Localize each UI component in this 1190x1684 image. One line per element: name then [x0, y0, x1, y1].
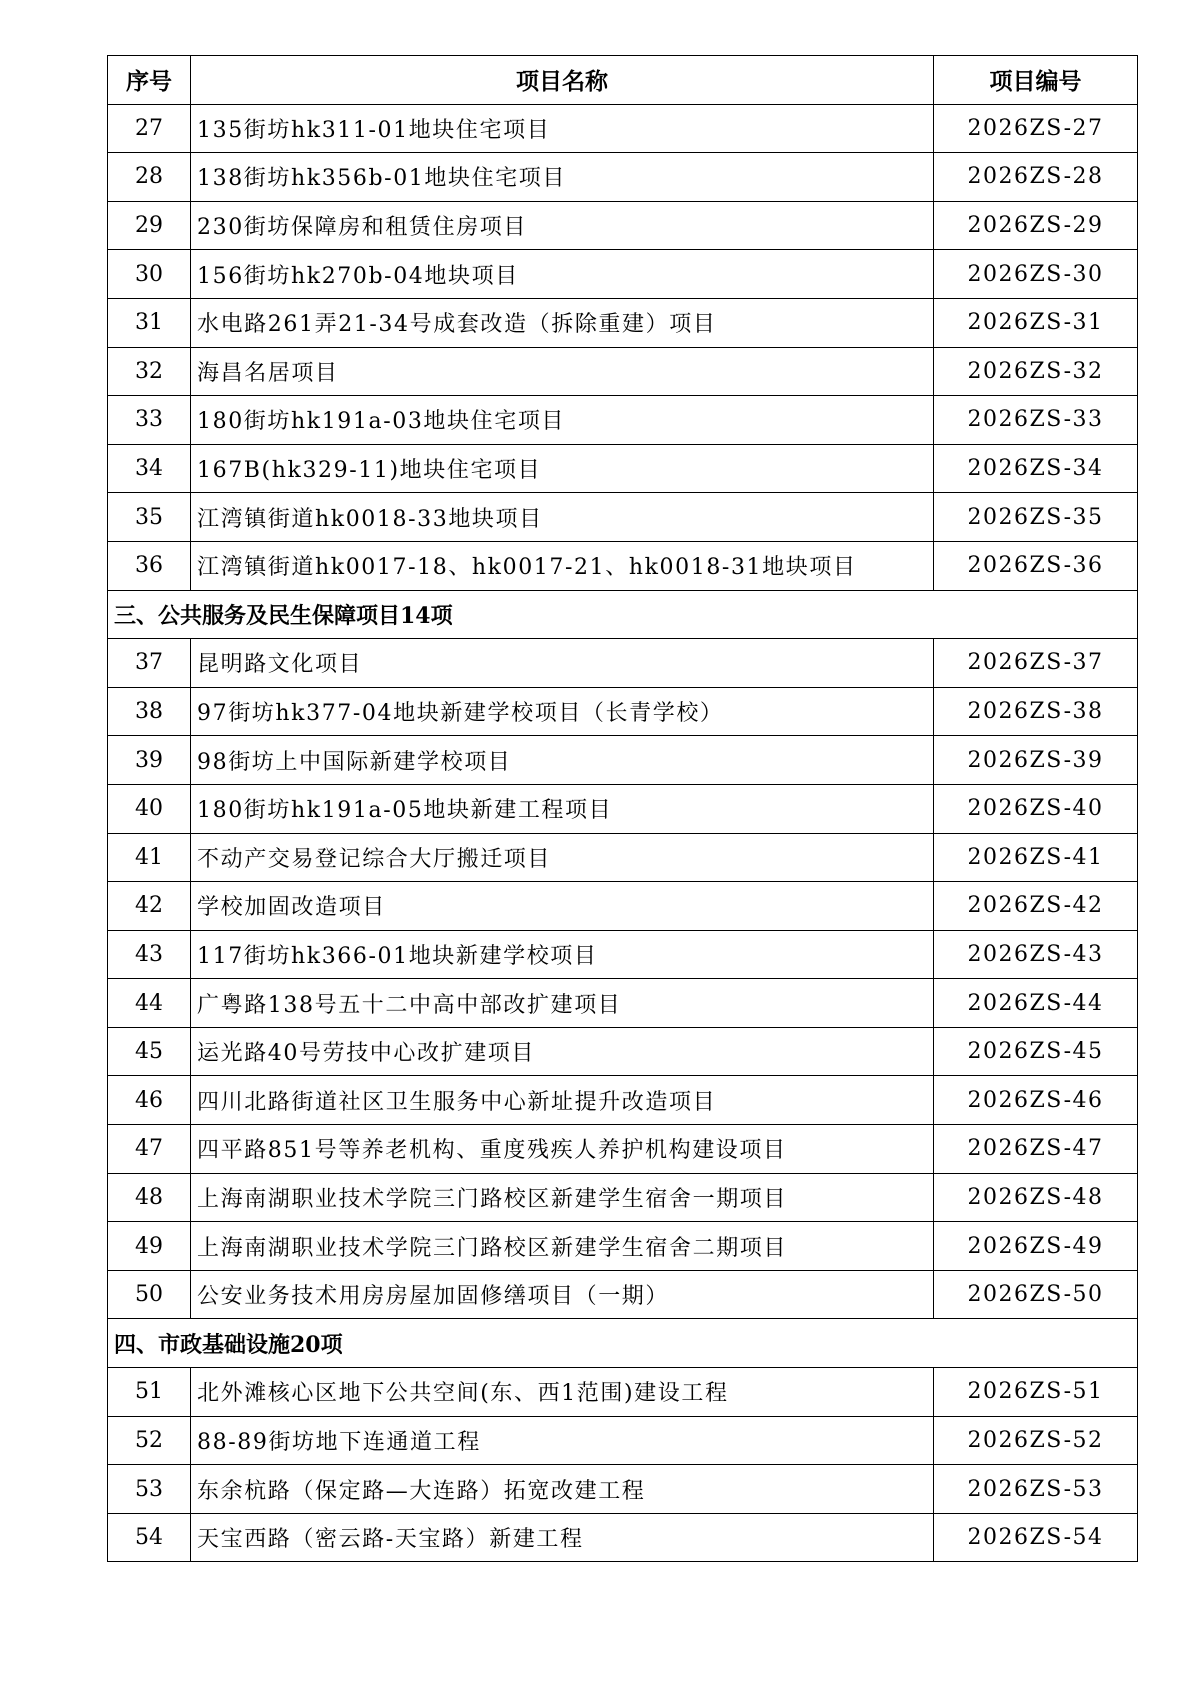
- project-code-cell: 2026ZS-27: [934, 104, 1138, 153]
- project-name-cell: 167B(hk329-11)地块住宅项目: [191, 444, 934, 493]
- project-code-cell: 2026ZS-45: [934, 1027, 1138, 1076]
- project-name-cell: 180街坊hk191a-05地块新建工程项目: [191, 784, 934, 833]
- table-body: [108, 104, 1138, 1562]
- serial-number-cell: 52: [108, 1416, 191, 1465]
- serial-number-cell: 38: [108, 687, 191, 736]
- project-code-cell: 2026ZS-40: [934, 784, 1138, 833]
- table-row: [108, 541, 1138, 590]
- project-code-cell: 2026ZS-33: [934, 396, 1138, 445]
- serial-number-cell: 46: [108, 1076, 191, 1125]
- project-code-cell: 2026ZS-39: [934, 736, 1138, 785]
- serial-number-cell: 31: [108, 298, 191, 347]
- project-name-cell: 江湾镇街道hk0018-33地块项目: [191, 493, 934, 542]
- serial-number-cell: 42: [108, 882, 191, 931]
- table-row: [108, 687, 1138, 736]
- table-row: [108, 833, 1138, 882]
- project-code-cell: 2026ZS-34: [934, 444, 1138, 493]
- project-code-cell: 2026ZS-31: [934, 298, 1138, 347]
- project-name-cell: 上海南湖职业技术学院三门路校区新建学生宿舍一期项目: [191, 1173, 934, 1222]
- table-row: [108, 298, 1138, 347]
- serial-number-cell: 28: [108, 153, 191, 202]
- header-serial-number: 序号: [108, 56, 191, 105]
- section-header-row: [108, 590, 1138, 639]
- table-row: [108, 1173, 1138, 1222]
- table-row: [108, 396, 1138, 445]
- project-name-cell: 156街坊hk270b-04地块项目: [191, 250, 934, 299]
- table-row: [108, 347, 1138, 396]
- serial-number-cell: 47: [108, 1125, 191, 1174]
- project-code-cell: 2026ZS-35: [934, 493, 1138, 542]
- project-name-cell: 97街坊hk377-04地块新建学校项目（长青学校）: [191, 687, 934, 736]
- serial-number-cell: 32: [108, 347, 191, 396]
- table-row: [108, 1125, 1138, 1174]
- serial-number-cell: 29: [108, 201, 191, 250]
- project-name-cell: 北外滩核心区地下公共空间(东、西1范围)建设工程: [191, 1368, 934, 1417]
- project-code-cell: 2026ZS-41: [934, 833, 1138, 882]
- serial-number-cell: 41: [108, 833, 191, 882]
- serial-number-cell: 27: [108, 104, 191, 153]
- project-name-cell: 学校加固改造项目: [191, 882, 934, 931]
- table-row: [108, 1513, 1138, 1562]
- section-header-row: [108, 1319, 1138, 1368]
- serial-number-cell: 49: [108, 1222, 191, 1271]
- project-name-cell: 运光路40号劳技中心改扩建项目: [191, 1027, 934, 1076]
- project-name-cell: 135街坊hk311-01地块住宅项目: [191, 104, 934, 153]
- project-table: [107, 55, 1138, 1562]
- serial-number-cell: 48: [108, 1173, 191, 1222]
- serial-number-cell: 40: [108, 784, 191, 833]
- project-code-cell: 2026ZS-30: [934, 250, 1138, 299]
- table-row: [108, 882, 1138, 931]
- project-code-cell: 2026ZS-48: [934, 1173, 1138, 1222]
- project-name-cell: 88-89街坊地下连通道工程: [191, 1416, 934, 1465]
- serial-number-cell: 43: [108, 930, 191, 979]
- project-code-cell: 2026ZS-46: [934, 1076, 1138, 1125]
- project-name-cell: 水电路261弄21-34号成套改造（拆除重建）项目: [191, 298, 934, 347]
- table-row: [108, 104, 1138, 153]
- project-code-cell: 2026ZS-50: [934, 1270, 1138, 1319]
- table-row: [108, 1222, 1138, 1271]
- table-row: [108, 1416, 1138, 1465]
- project-name-cell: 230街坊保障房和租赁住房项目: [191, 201, 934, 250]
- project-name-cell: 公安业务技术用房房屋加固修缮项目（一期）: [191, 1270, 934, 1319]
- serial-number-cell: 35: [108, 493, 191, 542]
- project-code-cell: 2026ZS-29: [934, 201, 1138, 250]
- project-name-cell: 四平路851号等养老机构、重度残疾人养护机构建设项目: [191, 1125, 934, 1174]
- project-name-cell: 广粤路138号五十二中高中部改扩建项目: [191, 979, 934, 1028]
- project-name-cell: 天宝西路（密云路-天宝路）新建工程: [191, 1513, 934, 1562]
- table-row: [108, 1270, 1138, 1319]
- project-code-cell: 2026ZS-44: [934, 979, 1138, 1028]
- table-row: [108, 153, 1138, 202]
- project-code-cell: 2026ZS-53: [934, 1465, 1138, 1514]
- project-name-cell: 昆明路文化项目: [191, 639, 934, 688]
- serial-number-cell: 44: [108, 979, 191, 1028]
- section-title: 三、公共服务及民生保障项目14项: [108, 590, 1138, 639]
- table-row: [108, 1368, 1138, 1417]
- serial-number-cell: 54: [108, 1513, 191, 1562]
- project-code-cell: 2026ZS-49: [934, 1222, 1138, 1271]
- table-row: [108, 444, 1138, 493]
- project-code-cell: 2026ZS-43: [934, 930, 1138, 979]
- section-title: 四、市政基础设施20项: [108, 1319, 1138, 1368]
- serial-number-cell: 45: [108, 1027, 191, 1076]
- project-name-cell: 四川北路街道社区卫生服务中心新址提升改造项目: [191, 1076, 934, 1125]
- serial-number-cell: 51: [108, 1368, 191, 1417]
- project-code-cell: 2026ZS-28: [934, 153, 1138, 202]
- serial-number-cell: 36: [108, 541, 191, 590]
- table-row: [108, 930, 1138, 979]
- table-row: [108, 736, 1138, 785]
- table-row: [108, 1076, 1138, 1125]
- project-name-cell: 98街坊上中国际新建学校项目: [191, 736, 934, 785]
- table-row: [108, 250, 1138, 299]
- table-row: [108, 639, 1138, 688]
- project-code-cell: 2026ZS-32: [934, 347, 1138, 396]
- serial-number-cell: 34: [108, 444, 191, 493]
- project-name-cell: 江湾镇街道hk0017-18、hk0017-21、hk0018-31地块项目: [191, 541, 934, 590]
- project-name-cell: 138街坊hk356b-01地块住宅项目: [191, 153, 934, 202]
- table-row: [108, 493, 1138, 542]
- project-code-cell: 2026ZS-47: [934, 1125, 1138, 1174]
- project-code-cell: 2026ZS-54: [934, 1513, 1138, 1562]
- header-project-code: 项目编号: [934, 56, 1138, 105]
- table-row: [108, 1465, 1138, 1514]
- serial-number-cell: 37: [108, 639, 191, 688]
- project-name-cell: 海昌名居项目: [191, 347, 934, 396]
- project-name-cell: 不动产交易登记综合大厅搬迁项目: [191, 833, 934, 882]
- project-name-cell: 117街坊hk366-01地块新建学校项目: [191, 930, 934, 979]
- serial-number-cell: 53: [108, 1465, 191, 1514]
- serial-number-cell: 33: [108, 396, 191, 445]
- serial-number-cell: 30: [108, 250, 191, 299]
- project-name-cell: 东余杭路（保定路—大连路）拓宽改建工程: [191, 1465, 934, 1514]
- project-code-cell: 2026ZS-37: [934, 639, 1138, 688]
- project-code-cell: 2026ZS-38: [934, 687, 1138, 736]
- serial-number-cell: 39: [108, 736, 191, 785]
- project-name-cell: 上海南湖职业技术学院三门路校区新建学生宿舍二期项目: [191, 1222, 934, 1271]
- table-row: [108, 1027, 1138, 1076]
- project-code-cell: 2026ZS-52: [934, 1416, 1138, 1465]
- serial-number-cell: 50: [108, 1270, 191, 1319]
- header-project-name: 项目名称: [191, 56, 934, 105]
- project-name-cell: 180街坊hk191a-03地块住宅项目: [191, 396, 934, 445]
- table-row: [108, 979, 1138, 1028]
- project-code-cell: 2026ZS-51: [934, 1368, 1138, 1417]
- project-code-cell: 2026ZS-42: [934, 882, 1138, 931]
- project-code-cell: 2026ZS-36: [934, 541, 1138, 590]
- table-header-row: [108, 56, 1138, 105]
- table-row: [108, 201, 1138, 250]
- table-row: [108, 784, 1138, 833]
